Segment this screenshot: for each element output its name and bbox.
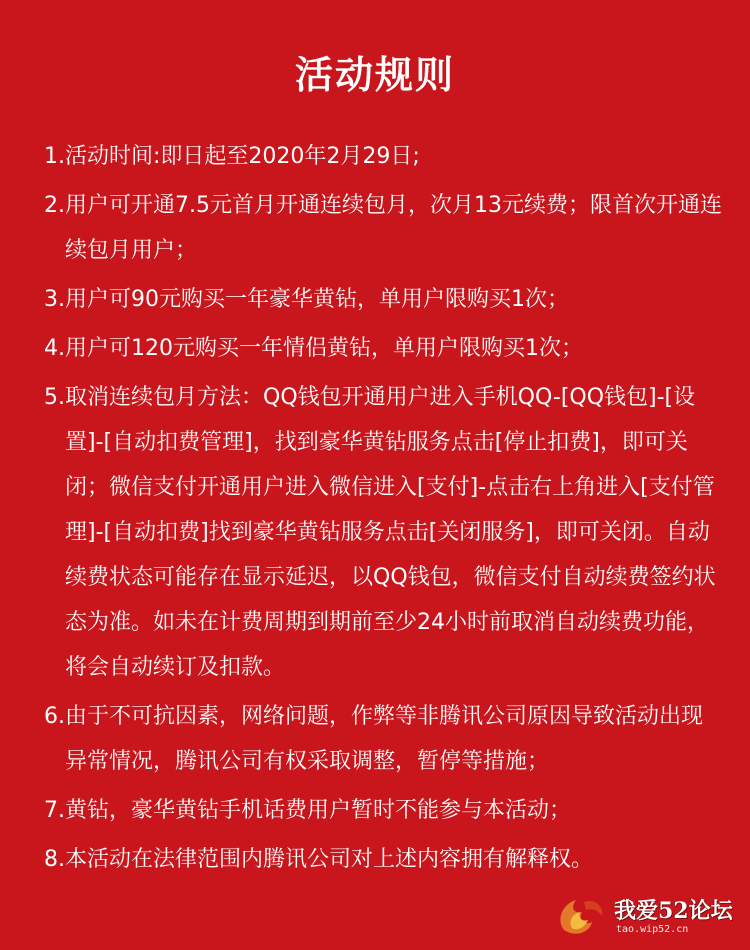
rule-number: 4. — [44, 336, 65, 361]
rule-text: 本活动在法律范围内腾讯公司对上述内容拥有解释权。 — [65, 847, 594, 872]
rule-number: 3. — [44, 287, 65, 312]
page-title: 活动规则 — [294, 53, 455, 97]
rule-number: 7. — [44, 798, 65, 823]
rule-number: 6. — [44, 704, 65, 729]
rule-item-3 — [44, 277, 724, 322]
watermark-url: tao.wip52.cn — [616, 924, 689, 935]
rule-text: 用户可120元购买一年情侣黄钻，单用户限购买1次； — [65, 336, 583, 361]
rule-item-4 — [44, 326, 724, 371]
flame-logo-icon — [554, 890, 610, 942]
rule-item-5 — [44, 375, 724, 690]
rule-number: 1. — [44, 144, 65, 169]
rule-item-1 — [44, 134, 724, 179]
rule-text: 活动时间:即日起至2020年2月29日; — [65, 144, 420, 169]
rule-number: 8. — [44, 847, 65, 872]
rule-text: 用户可90元购买一年豪华黄钻，单用户限购买1次； — [65, 287, 569, 312]
rule-item-7 — [44, 788, 724, 833]
forum-watermark — [554, 888, 744, 944]
rule-number: 2. — [44, 193, 65, 218]
rule-text: 取消连续包月方法：QQ钱包开通用户进入手机QQ-[QQ钱包]-[设置]-[自动扣费管理]，找到豪华黄钻服务点击[停止扣费]，即可关闭；微信支付开通用户进入微信进入[支付]-点击右上角进入[支付管理]-[自动扣费]找到豪华黄钻服务点击[关闭服务]，即可关闭。自动续费状态可能存在显示延迟，以QQ钱包，微信支付自动续费签约状态为准。如未在计费周期到期前至少24小时前取消自动续费功能，将会自动续订及扣款。 — [65, 385, 716, 680]
rule-text: 黄钻，豪华黄钻手机话费用户暂时不能参与本活动； — [65, 798, 572, 823]
rule-item-8 — [44, 837, 724, 882]
rule-text: 由于不可抗因素，网络问题，作弊等非腾讯公司原因导致活动出现异常情况，腾讯公司有权采取调整，暂停等措施； — [65, 704, 704, 774]
rule-text: 用户可开通7.5元首月开通连续包月，次月13元续费；限首次开通连续包月用户； — [65, 193, 722, 263]
rule-number: 5. — [44, 385, 65, 410]
rule-item-2 — [44, 183, 724, 273]
rules-list — [44, 134, 724, 886]
rule-item-6 — [44, 694, 724, 784]
watermark-brand: 我爱52论坛 — [614, 898, 733, 924]
